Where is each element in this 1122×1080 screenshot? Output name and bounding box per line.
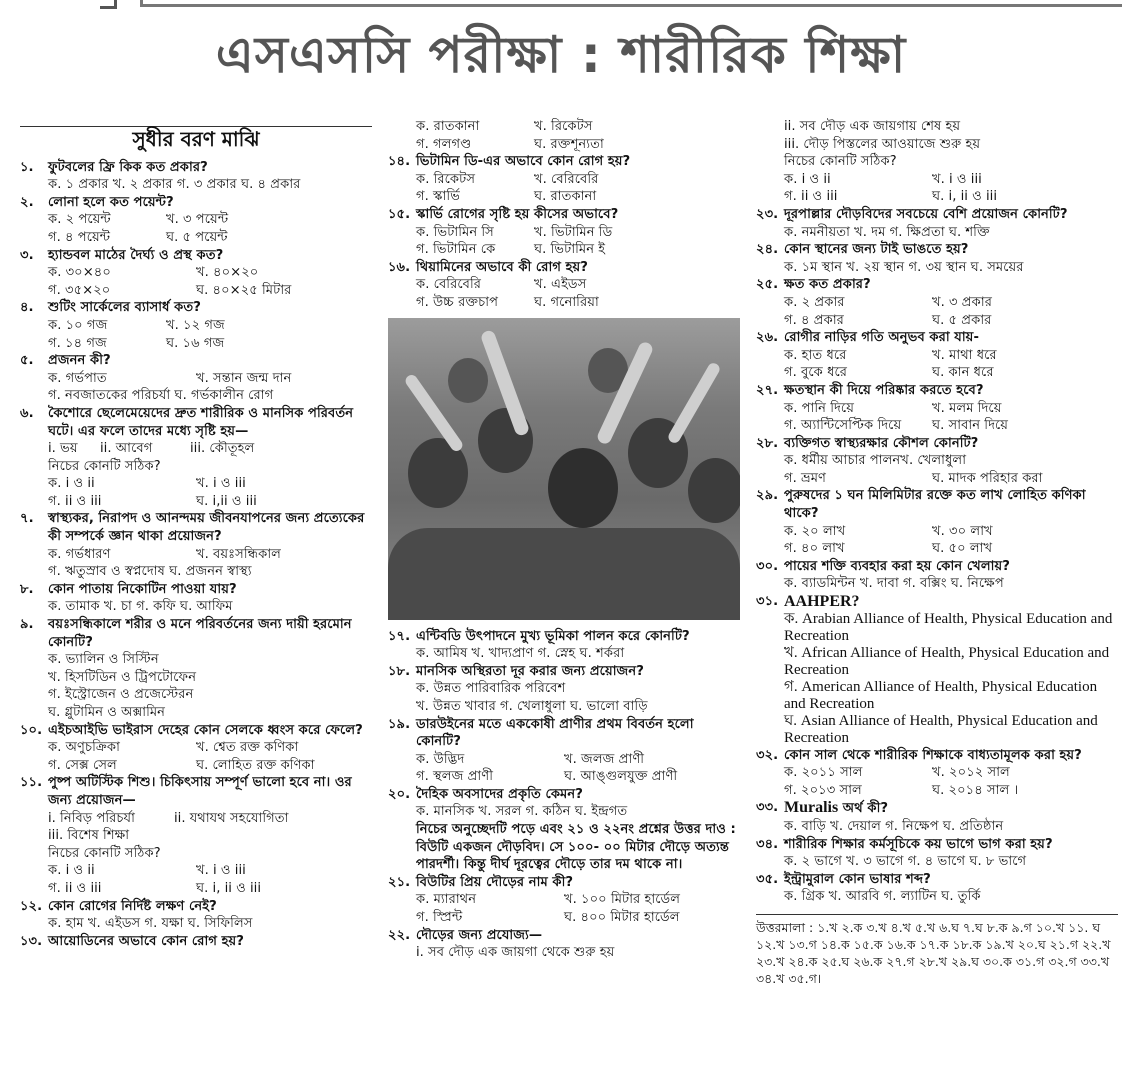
question-7: ৭. স্বাস্থ্যকর, নিরাপদ ও আনন্দময় জীবনযাপনের জন্য প্রত্যেকের কী সম্পর্কে জ্ঞান থাকা প্রয়োজন? <box>20 511 365 545</box>
options: ক. ২০ লাখ খ. ৩০ লাখ <box>784 523 993 539</box>
options: ক. হাম খ. এইডস গ. যক্ষা ঘ. সিফিলিস <box>48 916 253 932</box>
options: ক. বেরিবেরি খ. এইডস <box>416 277 587 293</box>
question-16: ১৬. থিয়ামিনের অভাবে কী রোগ হয়? <box>388 259 588 275</box>
options: ক. i ও ii খ. i ও iii <box>48 863 246 879</box>
column-2 <box>388 118 738 962</box>
options: ক. গর্ভপাত খ. সন্তান জন্ম দান <box>48 370 292 386</box>
options: ক. ২ প্রকার খ. ৩ প্রকার <box>784 294 992 310</box>
options: ক. উদ্ভিদ খ. জলজ প্রাণী <box>416 751 645 767</box>
options: গ. ৩৫×২০ ঘ. ৪০×২৫ মিটার <box>48 282 292 298</box>
question-34: ৩৪. শারীরিক শিক্ষার কর্মসূচিকে কয় ভাগে ভাগ করা হয়? <box>756 836 1053 852</box>
options: ক. ম্যারাথন খ. ১০০ মিটার হার্ডেল <box>416 892 681 908</box>
question-27: ২৭. ক্ষতস্থান কী দিয়ে পরিষ্কার করতে হবে? <box>756 382 984 398</box>
options: গ. অ্যান্টিসেপ্টিক দিয়ে ঘ. সাবান দিয়ে <box>784 418 1009 434</box>
question-18: ১৮. মানসিক অস্থিরতা দূর করার জন্য প্রয়োজন? <box>388 663 644 679</box>
options: ক. তামাক খ. চা গ. কফি ঘ. আফিম <box>48 599 233 615</box>
question-33: ৩৩. Muralis অর্থ কী? <box>756 799 889 817</box>
statements: i. নিবিড় পরিচর্যা ii. যথাযথ সহযোগিতা <box>48 810 289 826</box>
question-19: ১৯. ডারউইনের মতে এককোষী প্রাণীর প্রথম বিবর্তন হলো কোনটি? <box>388 716 694 750</box>
page-title: এসএসসি পরীক্ষা : শারীরিক শিক্ষা <box>215 26 907 84</box>
author-name: সুধীর বরণ মাঝি <box>132 127 260 151</box>
question-9: ৯. বয়ঃসন্ধিকালে শরীর ও মনে পরিবর্তনের জন্য দায়ী হরমোন কোনটি? <box>20 617 352 650</box>
options: গ. ৪০ লাখ ঘ. ৫০ লাখ <box>784 541 993 557</box>
answer-key: উত্তরমালা : ১.খ ২.ক ৩.খ ৪.খ ৫.খ ৬.ঘ ৭.ঘ ৮.ক ৯.গ ১০.খ ১১. ঘ ১২.খ ১৩.গ ১৪.ক ১৫.ক ১৬.ক ১৭.ক ১৮.ক ১৯.খ ২০.ঘ ২১.গ ২২.খ ২৩.খ ২৪.ক ২৫.ঘ ২৬.ক ২৭.গ ২৮.খ ২৯.ঘ ৩০.ক ৩১.গ ৩২.গ ৩৩.খ ৩৪.খ ৩৫.গ। <box>756 914 1118 987</box>
options: ক. গ্রিক খ. আরবি গ. ল্যাটিন ঘ. তুর্কি <box>784 889 981 905</box>
which-correct: নিচের কোনটি সঠিক? <box>48 458 161 474</box>
question-21: ২১. বিউটির প্রিয় দৌড়ের নাম কী? <box>388 874 574 890</box>
options: গ. উচ্চ রক্তচাপ ঘ. গনোরিয়া <box>416 294 599 310</box>
options: গ. ২০১৩ সাল ঘ. ২০১৪ সাল । <box>784 782 1019 798</box>
options: ক. ভিটামিন সি খ. ভিটামিন ডি <box>416 224 613 240</box>
options: ক. ২ ভাগে খ. ৩ ভাগে গ. ৪ ভাগে ঘ. ৮ ভাগে <box>784 854 1027 870</box>
question-35: ৩৫. ইন্ট্রামুরাল কোন ভাষার শব্দ? <box>756 871 931 887</box>
options: গ. গলগণ্ড ঘ. রক্তশূন্যতা <box>416 136 604 152</box>
options: গ. ii ও iii ঘ. i,ii ও iii <box>48 493 257 509</box>
options: ক. রিকেটস খ. বেরিবেরি <box>416 171 599 187</box>
column-1 <box>20 118 372 950</box>
options: ক. আমিষ খ. খাদ্যপ্রাণ গ. স্নেহ ঘ. শর্করা <box>416 646 625 662</box>
options: ক. i ও ii খ. i ও iii <box>784 171 982 187</box>
question-10: ১০. এইচআইভি ভাইরাস দেহের কোন সেলকে ধ্বংস করে ফেলে? <box>20 722 363 738</box>
options: ক. ব্যাডমিন্টন খ. দাবা গ. বক্সিং ঘ. নিক্ষেপ <box>784 576 1004 592</box>
options: ক. ১০ গজ খ. ১২ গজ <box>48 317 225 333</box>
which-correct: নিচের কোনটি সঠিক? <box>784 154 897 170</box>
question-26: ২৬. রোগীর নাড়ির গতি অনুভব করা যায়- <box>756 330 979 346</box>
options: গ. নবজাতকের পরিচর্যা ঘ. গর্ভকালীন রোগ <box>48 388 274 404</box>
options: গ. ঋতুস্রাব ও স্বপ্নদোষ ঘ. প্রজনন স্বাস্থ্য <box>48 564 252 580</box>
options: ক. গর্ভধারণ খ. বয়ঃসন্ধিকাল <box>48 546 281 562</box>
options: ক. ২০১১ সাল খ. ২০১২ সাল <box>784 765 1010 781</box>
option: খ. হিসটিডিন ও ট্রিপটোফেন <box>48 669 197 685</box>
options: ক. নমনীয়তা খ. দম গ. ক্ষিপ্রতা ঘ. শক্তি <box>784 224 990 240</box>
question-23: ২৩. দূরপাল্লার দৌড়বিদের সবচেয়ে বেশি প্রয়োজন কোনটি? <box>756 206 1068 222</box>
question-12: ১২. কোন রোগের নির্দিষ্ট লক্ষণ নেই? <box>20 898 217 914</box>
options: ক. ১ প্রকার খ. ২ প্রকার গ. ৩ প্রকার ঘ. ৪ প্রকার <box>48 177 301 193</box>
question-32: ৩২. কোন সাল থেকে শারীরিক শিক্ষাকে বাধ্যতামূলক করা হয়? <box>756 747 1082 763</box>
options: গ. ভিটামিন কে ঘ. ভিটামিন ই <box>416 242 606 258</box>
option: গ. American Alliance of Health, Physical Education and Recreation <box>784 678 1098 712</box>
option: ক. Arabian Alliance of Health, Physical Education and Recreation <box>784 610 1113 644</box>
options: গ. ১৪ গজ ঘ. ১৬ গজ <box>48 335 225 351</box>
question-20: ২০. দৈহিক অবসাদের প্রকৃতি কেমন? <box>388 786 583 802</box>
options: গ. ii ও iii ঘ. i, ii ও iii <box>784 189 997 205</box>
option: খ. উন্নত খাবার গ. খেলাধুলা ঘ. ভালো বাড়ি <box>416 698 648 714</box>
option: খ. African Alliance of Health, Physical Education and Recreation <box>784 644 1110 678</box>
option: ক. ভ্যালিন ও সিস্টিন <box>48 652 159 668</box>
options: গ. সেক্স সেল ঘ. লোহিত রক্ত কণিকা <box>48 757 315 773</box>
question-13: ১৩. আয়োডিনের অভাবে কোন রোগ হয়? <box>20 933 244 949</box>
question-15: ১৫. স্কার্ভি রোগের সৃষ্টি হয় কীসের অভাবে? <box>388 206 619 222</box>
options: গ. ৪ প্রকার ঘ. ৫ প্রকার <box>784 312 992 328</box>
question-1: ১. ফুটবলের ফ্রি কিক কত প্রকার? <box>20 159 208 175</box>
question-2: ২. লোনা হলে কত পয়েন্ট? <box>20 194 174 210</box>
question-5: ৫. প্রজনন কী? <box>20 353 111 369</box>
top-rule <box>0 0 1122 10</box>
question-22: ২২. দৌড়ের জন্য প্রযোজ্য— <box>388 927 543 943</box>
options: ক. ৩০×৪০ খ. ৪০×২০ <box>48 265 259 281</box>
options: গ. স্থলজ প্রাণী ঘ. আঙ্গুলযুক্ত প্রাণী <box>416 769 678 785</box>
question-6: ৬. কৈশোরে ছেলেমেয়েদের দ্রুত শারীরিক ও মানসিক পরিবর্তন ঘটে। এর ফলে তাদের মধ্যে সৃষ্টি হয়— <box>20 405 354 439</box>
options: ক. ১ম স্থান খ. ২য় স্থান গ. ৩য় স্থান ঘ. সময়ের <box>784 259 1024 275</box>
option: ক. ধর্মীয় আচার পালনখ. খেলাধুলা <box>784 453 967 469</box>
options: ক. হাত ধরে খ. মাথা ধরে <box>784 347 997 363</box>
which-correct: নিচের কোনটি সঠিক? <box>48 845 161 861</box>
question-28: ২৮. ব্যক্তিগত স্বাস্থ্যরক্ষার কৌশল কোনটি? <box>756 435 979 451</box>
statement: i. সব দৌড় এক জায়গা থেকে শুরু হয় <box>416 945 615 961</box>
options: ক. i ও ii খ. i ও iii <box>48 476 246 492</box>
options: ক. পানি দিয়ে খ. মলম দিয়ে <box>784 400 1002 416</box>
passage-instruction: নিচের অনুচ্ছেদটি পড়ে এবং ২১ ও ২২নং প্রশ্নের উত্তর দাও : <box>416 822 736 838</box>
question-25: ২৫. ক্ষত কত প্রকার? <box>756 277 871 293</box>
options: ক. রাতকানা খ. রিকেটস <box>416 119 593 134</box>
options: ক. অণুচক্রিকা খ. শ্বেত রক্ত কণিকা <box>48 740 299 756</box>
options: ক. বাড়ি খ. দেয়াল গ. নিক্ষেপ ঘ. প্রতিষ্ঠান <box>784 819 1004 834</box>
options: গ. ৪ পয়েন্ট ঘ. ৫ পয়েন্ট <box>48 229 228 245</box>
cheering-students-photo <box>388 318 740 620</box>
question-3: ৩. হ্যান্ডবল মাঠের দৈর্ঘ্য ও প্রস্থ কত? <box>20 247 224 263</box>
column-3 <box>756 118 1118 987</box>
question-30: ৩০. পায়ের শক্তি ব্যবহার করা হয় কোন খেলায়? <box>756 558 1010 574</box>
statement: ii. সব দৌড় এক জায়গায় শেষ হয় <box>784 119 961 134</box>
passage-text: বিউটি একজন দৌড়বিদ। সে ১০০- ০০ মিটার দৌড়ে অত্যন্ত পারদর্শী। কিন্তু দীর্ঘ দূরত্বের দৌড়ে তার দম থাকে না। <box>416 839 729 873</box>
option: ঘ. Asian Alliance of Health, Physical Education and Recreation <box>784 712 1098 746</box>
option: ক. উন্নত পারিবারিক পরিবেশ <box>416 681 566 697</box>
options: গ. স্কার্ভি ঘ. রাতকানা <box>416 189 597 205</box>
question-4: ৪. শুটিং সার্কেলের ব্যাসার্ধ কত? <box>20 300 201 316</box>
options: গ. বুকে ধরে ঘ. কান ধরে <box>784 365 994 381</box>
question-17: ১৭. এন্টিবডি উৎপাদনে মুখ্য ভূমিকা পালন করে কোনটি? <box>388 628 690 644</box>
options: গ. ii ও iii ঘ. i, ii ও iii <box>48 880 261 896</box>
options: গ. ভ্রমণ ঘ. মাদক পরিহার করা <box>784 470 1043 486</box>
question-11: ১১. পুষ্প অটিস্টিক শিশু। চিকিৎসায় সম্পূর্ণ ভালো হবে না। ওর জন্য প্রয়োজন— <box>20 775 352 808</box>
question-24: ২৪. কোন স্থানের জন্য টাই ভাঙতে হয়? <box>756 242 969 258</box>
statement: iii. বিশেষ শিক্ষা <box>48 828 130 844</box>
question-14: ১৪. ভিটামিন ডি-এর অভাবে কোন রোগ হয়? <box>388 154 631 170</box>
question-29: ২৯. পুরুষদের ১ ঘন মিলিমিটার রক্তে কত লাখ লোহিত কণিকা থাকে? <box>756 488 1086 522</box>
options: ক. ২ পয়েন্ট খ. ৩ পয়েন্ট <box>48 212 229 228</box>
question-31: ৩১. AAHPER? <box>756 593 860 611</box>
option: ঘ. গ্লুটামিন ও অক্সামিন <box>48 705 166 720</box>
question-8: ৮. কোন পাতায় নিকোটিন পাওয়া যায়? <box>20 581 237 597</box>
statements: i. ভয় ii. আবেগ iii. কৌতূহল <box>48 441 255 457</box>
options: ক. মানসিক খ. সরল গ. কঠিন ঘ. ইন্দ্রগত <box>416 804 628 820</box>
option: গ. ইস্ট্রোজেন ও প্রজেস্টেরন <box>48 687 194 703</box>
options: গ. স্প্রিন্ট ঘ. ৪০০ মিটার হার্ডেল <box>416 910 680 926</box>
statement: iii. দৌড় পিস্তলের আওয়াজে শুরু হয় <box>784 136 981 152</box>
